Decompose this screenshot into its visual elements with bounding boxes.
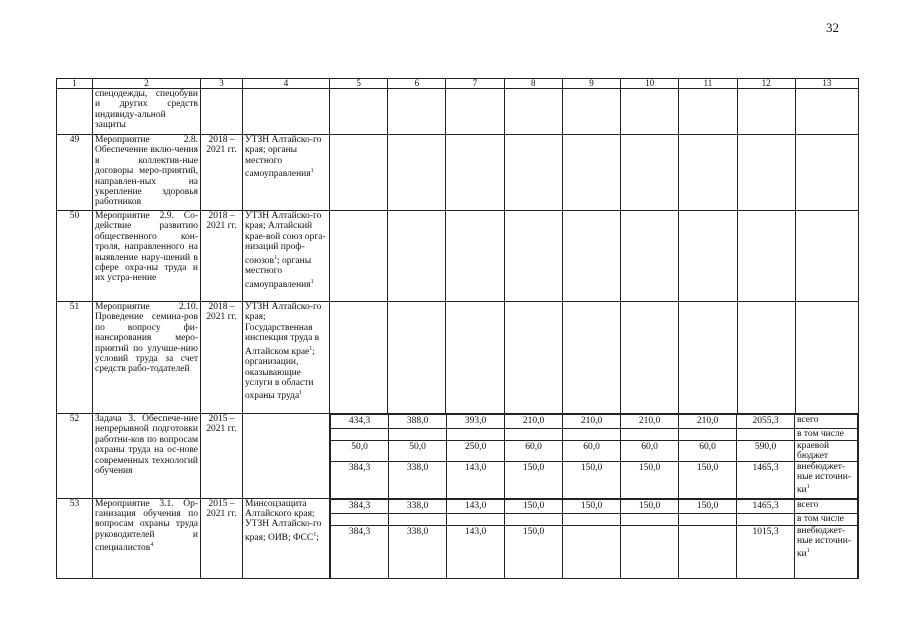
amount-cell xyxy=(447,429,505,441)
amount-cell xyxy=(389,429,447,441)
period-cell: 2018 – 2021 гг. xyxy=(201,211,243,302)
funding-source-label: внебюджет-ные источни-ки$^1$ xyxy=(795,462,858,498)
amount-cell: 210,0 xyxy=(505,415,563,429)
amount-cell: 338,0 xyxy=(389,462,447,498)
desc-cell: Мероприятие 2.9. Со-действие развитию общественного кон-троля, направленного на выявление нару-шений в сфере охра-ны труда и их устра-нение xyxy=(93,211,201,302)
amount-cell xyxy=(679,513,737,525)
table-row xyxy=(57,211,859,302)
page-number: 32 xyxy=(826,20,839,35)
amount-cell: 50,0 xyxy=(389,441,447,462)
amount-cell xyxy=(737,429,795,441)
amount-cell: 150,0 xyxy=(679,499,737,513)
executor-cell: Минсоцзащита Алтайского края; УТЗН Алтайско-го края; ОИВ; ФСС$^1$; xyxy=(243,498,330,579)
column-header: 1 xyxy=(57,79,93,89)
row-number: 52 xyxy=(57,414,93,499)
row-number: 53 xyxy=(57,498,93,579)
column-header: 11 xyxy=(679,79,737,89)
desc-cell: Задача 3. Обеспече-ние непрерывной подготовки работни-ков по вопросам охраны труда на ос-нове современных технологий обучения xyxy=(93,414,201,499)
column-header: 7 xyxy=(446,79,504,89)
amount-cell: 150,0 xyxy=(621,499,679,513)
amount-cell: 150,0 xyxy=(621,462,679,498)
amount-cell: 150,0 xyxy=(505,462,563,498)
column-header: 2 xyxy=(93,79,201,89)
amount-cell: 590,0 xyxy=(737,441,795,462)
column-header: 12 xyxy=(737,79,795,89)
amount-cell xyxy=(621,513,679,525)
table-row xyxy=(57,89,859,135)
table-row xyxy=(57,498,859,579)
row-number: 49 xyxy=(57,135,93,211)
period-cell: 2018 – 2021 гг. xyxy=(201,302,243,414)
amount-cell: 384,3 xyxy=(331,525,389,578)
amount-cell: 143,0 xyxy=(447,499,505,513)
amount-cell: 388,0 xyxy=(389,415,447,429)
amount-cell xyxy=(563,429,621,441)
amount-cell xyxy=(331,513,389,525)
amount-cell: 150,0 xyxy=(505,525,563,578)
amount-cell xyxy=(563,513,621,525)
amount-cell: 250,0 xyxy=(447,441,505,462)
amount-cell xyxy=(679,429,737,441)
amount-cell: 1465,3 xyxy=(737,462,795,498)
table-row xyxy=(57,414,859,499)
header-row xyxy=(57,79,859,89)
column-header: 3 xyxy=(201,79,243,89)
column-header: 4 xyxy=(243,79,330,89)
amount-cell: 1465,3 xyxy=(737,499,795,513)
funding-source-label: внебюджет-ные источни-ки$^1$ xyxy=(795,525,858,578)
column-header: 9 xyxy=(562,79,620,89)
amount-cell: 384,3 xyxy=(331,462,389,498)
funding-source-label: в том числе xyxy=(795,513,858,525)
finance-block xyxy=(330,498,859,579)
period-cell: 2015 – 2021 гг. xyxy=(201,414,243,499)
amount-cell: 143,0 xyxy=(447,525,505,578)
executor-cell: УТЗН Алтайско-го края; органы местного самоуправления$^1$ xyxy=(243,135,330,211)
funding-source-label: в том числе xyxy=(795,429,858,441)
amount-cell xyxy=(621,429,679,441)
amount-cell xyxy=(389,513,447,525)
amount-cell xyxy=(679,525,737,578)
amount-cell xyxy=(447,513,505,525)
amount-cell: 210,0 xyxy=(563,415,621,429)
program-table xyxy=(56,78,859,579)
period-cell: 2015 – 2021 гг. xyxy=(201,498,243,579)
amount-cell xyxy=(563,525,621,578)
finance-block xyxy=(330,414,859,499)
amount-cell xyxy=(737,513,795,525)
amount-cell: 60,0 xyxy=(679,441,737,462)
desc-cell: Мероприятие 2.10. Проведение семина-ров по вопросу фи-нансирования меро-приятий по улучше-нию условий труда за счет средств рабо-тодателей xyxy=(93,302,201,414)
row-number: 50 xyxy=(57,211,93,302)
amount-cell: 338,0 xyxy=(389,499,447,513)
executor-cell: УТЗН Алтайско-го края; Государственная инспекция труда в Алтайском крае$^1$; организации, оказывающие услуги в области охраны труда$^1$ xyxy=(243,302,330,414)
funding-source-label: всего xyxy=(795,415,858,429)
funding-source-label: всего xyxy=(795,499,858,513)
amount-cell: 150,0 xyxy=(563,462,621,498)
amount-cell: 143,0 xyxy=(447,462,505,498)
column-header: 5 xyxy=(330,79,388,89)
desc-cell: Мероприятие 2.8. Обеспечение вклю-чения в коллектив-ные договоры меро-приятий, направлен-ных на укрепление здоровья работников xyxy=(93,135,201,211)
column-header: 13 xyxy=(795,79,858,89)
amount-cell: 210,0 xyxy=(679,415,737,429)
amount-cell xyxy=(505,513,563,525)
amount-cell xyxy=(331,429,389,441)
amount-cell xyxy=(505,429,563,441)
amount-cell: 2055,3 xyxy=(737,415,795,429)
column-header: 6 xyxy=(388,79,446,89)
amount-cell: 150,0 xyxy=(505,499,563,513)
table-row xyxy=(57,135,859,211)
amount-cell: 150,0 xyxy=(563,499,621,513)
executor-cell: УТЗН Алтайско-го края; Алтайский крае-вой союз орга-низаций проф-союзов$^1$; органы местного самоуправления$^1$ xyxy=(243,211,330,302)
amount-cell xyxy=(621,525,679,578)
amount-cell: 60,0 xyxy=(563,441,621,462)
desc-cell: Мероприятие 3.1. Ор-ганизация обучения по вопросам охраны труда руководителей и специалистов$^4$ xyxy=(93,498,201,579)
amount-cell: 60,0 xyxy=(505,441,563,462)
amount-cell: 384,3 xyxy=(331,499,389,513)
amount-cell: 150,0 xyxy=(679,462,737,498)
amount-cell: 434,3 xyxy=(331,415,389,429)
amount-cell: 393,0 xyxy=(447,415,505,429)
amount-cell: 338,0 xyxy=(389,525,447,578)
desc-cell: спецодежды, спецобуви и других средств индивиду-альной защиты xyxy=(93,89,201,135)
table-row xyxy=(57,302,859,414)
column-header: 10 xyxy=(621,79,679,89)
amount-cell: 1015,3 xyxy=(737,525,795,578)
funding-source-label: краевой бюджет xyxy=(795,441,858,462)
row-number: 51 xyxy=(57,302,93,414)
column-header: 8 xyxy=(504,79,562,89)
amount-cell: 210,0 xyxy=(621,415,679,429)
amount-cell: 60,0 xyxy=(621,441,679,462)
period-cell: 2018 – 2021 гг. xyxy=(201,135,243,211)
amount-cell: 50,0 xyxy=(331,441,389,462)
